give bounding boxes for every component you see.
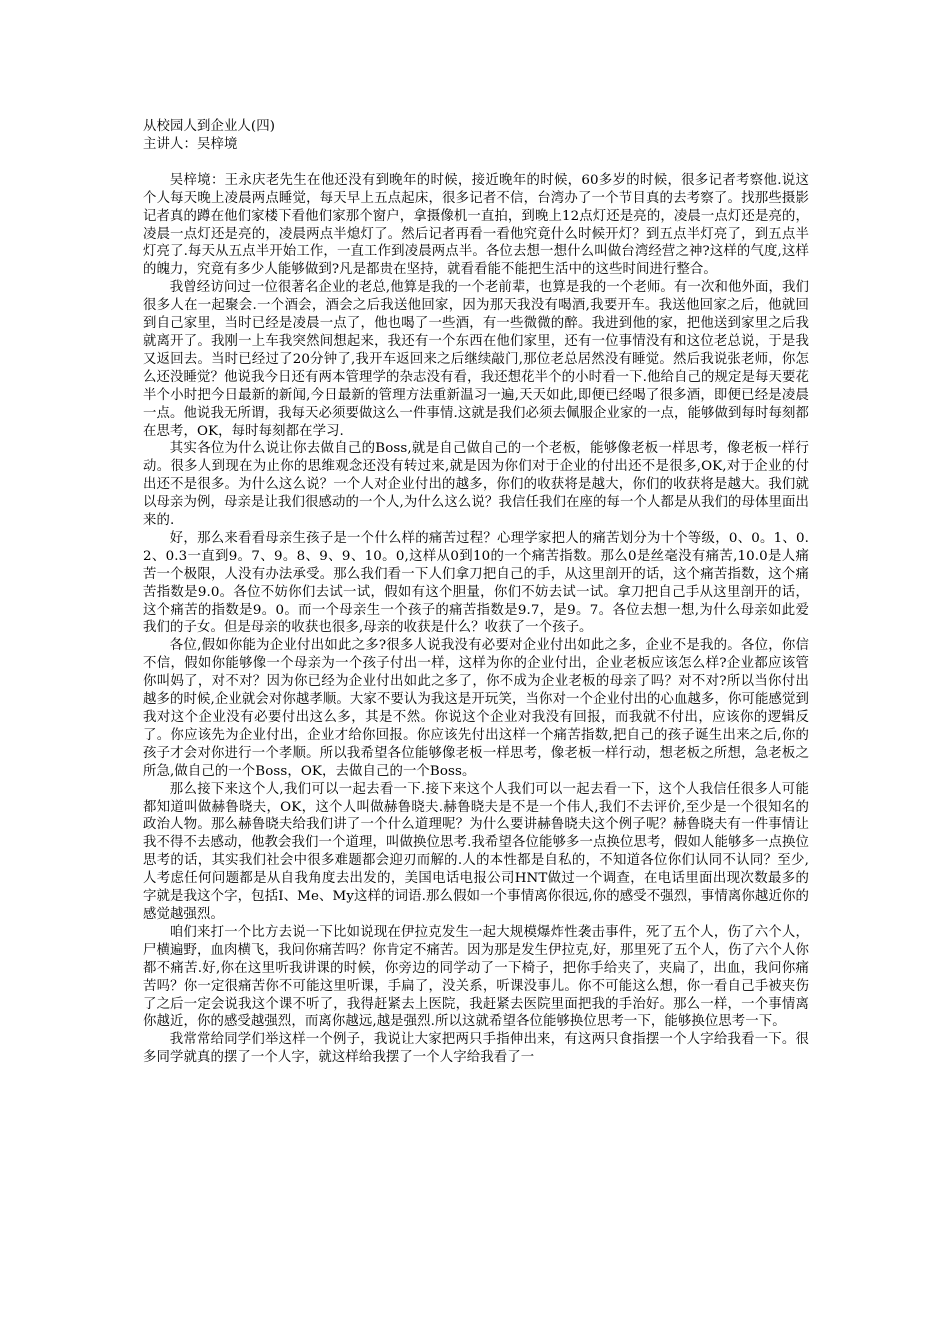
document-title: 从校园人到企业人(四)	[143, 119, 276, 134]
paragraph: 我常常给同学们举这样一个例子，我说让大家把两只手指伸出来，有这两只食指摆一个人字给我看一下。很多同学就真的摆了一个人字，就这样给我摆了一个人字给我看了一	[143, 1032, 809, 1066]
paragraph: 那么接下来这个人,我们可以一起去看一下.接下来这个人我们可以一起去看一下，这个人我信任很多人可能都知道叫做赫鲁晓夫，OK，这个人叫做赫鲁晓夫.赫鲁晓夫是不是一个伟人,我们不去评价,至少是一个很知名的政治人物。那么赫鲁晓夫给我们讲了一个什么道理呢？为什么要讲赫鲁晓夫这个例子呢？赫鲁晓夫有一件事情让我不得不去感动，他教会我们一个道理，叫做换位思考.我希望各位能够多一点换位思考，假如人能够多一点换位思考的话，其实我们社会中很多难题都会迎刃而解的.人的本性都是自私的，不知道各位你们认同不认同？至少,人考虑任何问题都是从自我角度去出发的，美国电话电报公司HNT做过一个调查，在电话里面出现次数最多的字就是我这个字，包括I、Me、My这样的词语.那么假如一个事情离你很远,你的感受不强烈，事情离你越近你的感觉越强烈。	[143, 781, 809, 922]
paragraph: 咱们来打一个比方去说一下比如说现在伊拉克发生一起大规模爆炸性袭击事件，死了五个人，伤了六个人，尸横遍野，血肉横飞，我问你痛苦吗？你肯定不痛苦。因为那是发生伊拉克,好，那里死了五个人，伤了六个人你都不痛苦.好,你在这里听我讲课的时候，你旁边的同学动了一下椅子，把你手给夹了，夹扁了，出血，我问你痛苦吗？你一定很痛苦你不可能这里听课，手扁了，没关系，听课没事儿。你不可能这么想，你一看自己手被夹伤了之后一定会说我这个课不听了，我得赶紧去上医院，我赶紧去医院里面把我的手治好。那么一样，一个事情离你越近，你的感受越强烈，而离你越远,越是强烈.所以这就希望各位能够换位思考一下，能够换位思考一下。	[143, 924, 809, 1030]
paragraph: 好，那么来看看母亲生孩子是一个什么样的痛苦过程？心理学家把人的痛苦划分为十个等级，0、0。1、0.2、0.3一直到9。7、9。8、9、9、10。0,这样从0到10的一个痛苦指数。那么0是丝毫没有痛苦,10.0是人痛苦一个极限，人没有办法承受。那么我们看一下人们拿刀把自己的手，从这里剖开的话，这个痛苦指数，这个痛苦指数是9.0。各位不妨你们去试一试，假如有这个胆量，你们不妨去试一试。拿刀把自己手从这里剖开的话，这个痛苦的指数是9。0。而一个母亲生一个孩子的痛苦指数是9.7，是9。7。各位去想一想,为什么母亲如此爱我们的子女。但是母亲的收获也很多,母亲的收获是什么？收获了一个孩子。	[143, 530, 809, 636]
paragraph: 吴梓境：王永庆老先生在他还没有到晚年的时候，接近晚年的时候，60多岁的时候，很多记者考察他.说这个人每天晚上凌晨两点睡觉，每天早上五点起床，很多记者不信，台湾办了一个节目真的去考察了。找那些摄影记者真的蹲在他们家楼下看他们家那个窗户，拿摄像机一直拍，到晚上12点灯还是亮的，凌晨一点灯还是亮的，凌晨一点灯还是亮的，凌晨两点半熄灯了。然后记者再看一看他究竟什么时候开灯？到五点半灯亮了，到五点半灯亮了.每天从五点半开始工作，一直工作到凌晨两点半。各位去想一想什么叫做台湾经营之神?这样的气度,这样的魄力，究竟有多少人能够做到?凡是都贵在坚持，就看看能不能把生活中的这些时间进行整合。	[143, 172, 809, 278]
blank-line	[143, 154, 809, 172]
document-page	[143, 118, 809, 1067]
paragraph: 我曾经访问过一位很著名企业的老总,他算是我的一个老前辈，也算是我的一个老师。有一次和他外面，我们很多人在一起聚会.一个酒会，酒会之后我送他回家，因为那天我没有喝酒,我要开车。我送他回家之后，他就回到自己家里，当时已经是凌晨一点了，他也喝了一些酒，有一些微微的醉。我进到他的家，把他送到家里之后我就离开了。我刚一上车我突然间想起来，我还有一个东西在他们家里，还有一位事情没有和这位老总说，于是我又返回去。当时已经过了20分钟了,我开车返回来之后继续敲门,那位老总居然没有睡觉。然后我说张老师，你怎么还没睡觉？他说我今日还有两本管理学的杂志没有看，我还想花半个的小时看一下.他给自己的规定是每天要花半个小时把今日最新的新闻,今日最新的管理方法重新温习一遍,天天如此,即便已经喝了很多酒，即便已经是凌晨一点。他说我无所谓，我每天必须要做这么一件事情.这就是我们必须去佩服企业家的一点，能够做到每时每刻都在思考，OK，每时每刻都在学习.	[143, 280, 809, 439]
paragraph: 其实各位为什么说让你去做自己的Boss,就是自己做自己的一个老板，能够像老板一样思考，像老板一样行动。很多人到现在为止你的思维观念还没有转过来,就是因为你们对于企业的付出还不是很多,OK,对于企业的付出还不是很多。为什么这么说？一个人对企业付出的越多，你们的收获将是越大，你们的收获将是越大。我们就以母亲为例，母亲是让我们很感动的一个人,为什么这么说？我信任我们在座的每一个人都是从我们的母体里面出来的.	[143, 441, 809, 529]
speaker-line: 主讲人：吴梓境	[143, 136, 238, 152]
paragraph: 各位,假如你能为企业付出如此之多?很多人说我没有必要对企业付出如此之多，企业不是我的。各位，你信不信，假如你能够像一个母亲为一个孩子付出一样，这样为你的企业付出，企业老板应该怎么样?企业都应该管你叫妈了，对不对？因为你已经为企业付出如此之多了，你不成为企业老板的母亲了吗？对不对?所以当你付出越多的时候,企业就会对你越孝顺。大家不要认为我这是开玩笑，当你对一个企业付出的心血越多，你可能感觉到我对这个企业没有必要付出这么多，其是不然。你说这个企业对我没有回报，而我就不付出，应该你的逻辑反了。你应该先为企业付出，企业才给你回报。你应该先付出这样一个痛苦指数,把自己的孩子诞生出来之后,你的孩子才会对你进行一个孝顺。所以我希望各位能够像老板一样思考，像老板一样行动，想老板之所想，急老板之所急,做自己的一个Boss，OK，去做自己的一个Boss。	[143, 638, 809, 779]
